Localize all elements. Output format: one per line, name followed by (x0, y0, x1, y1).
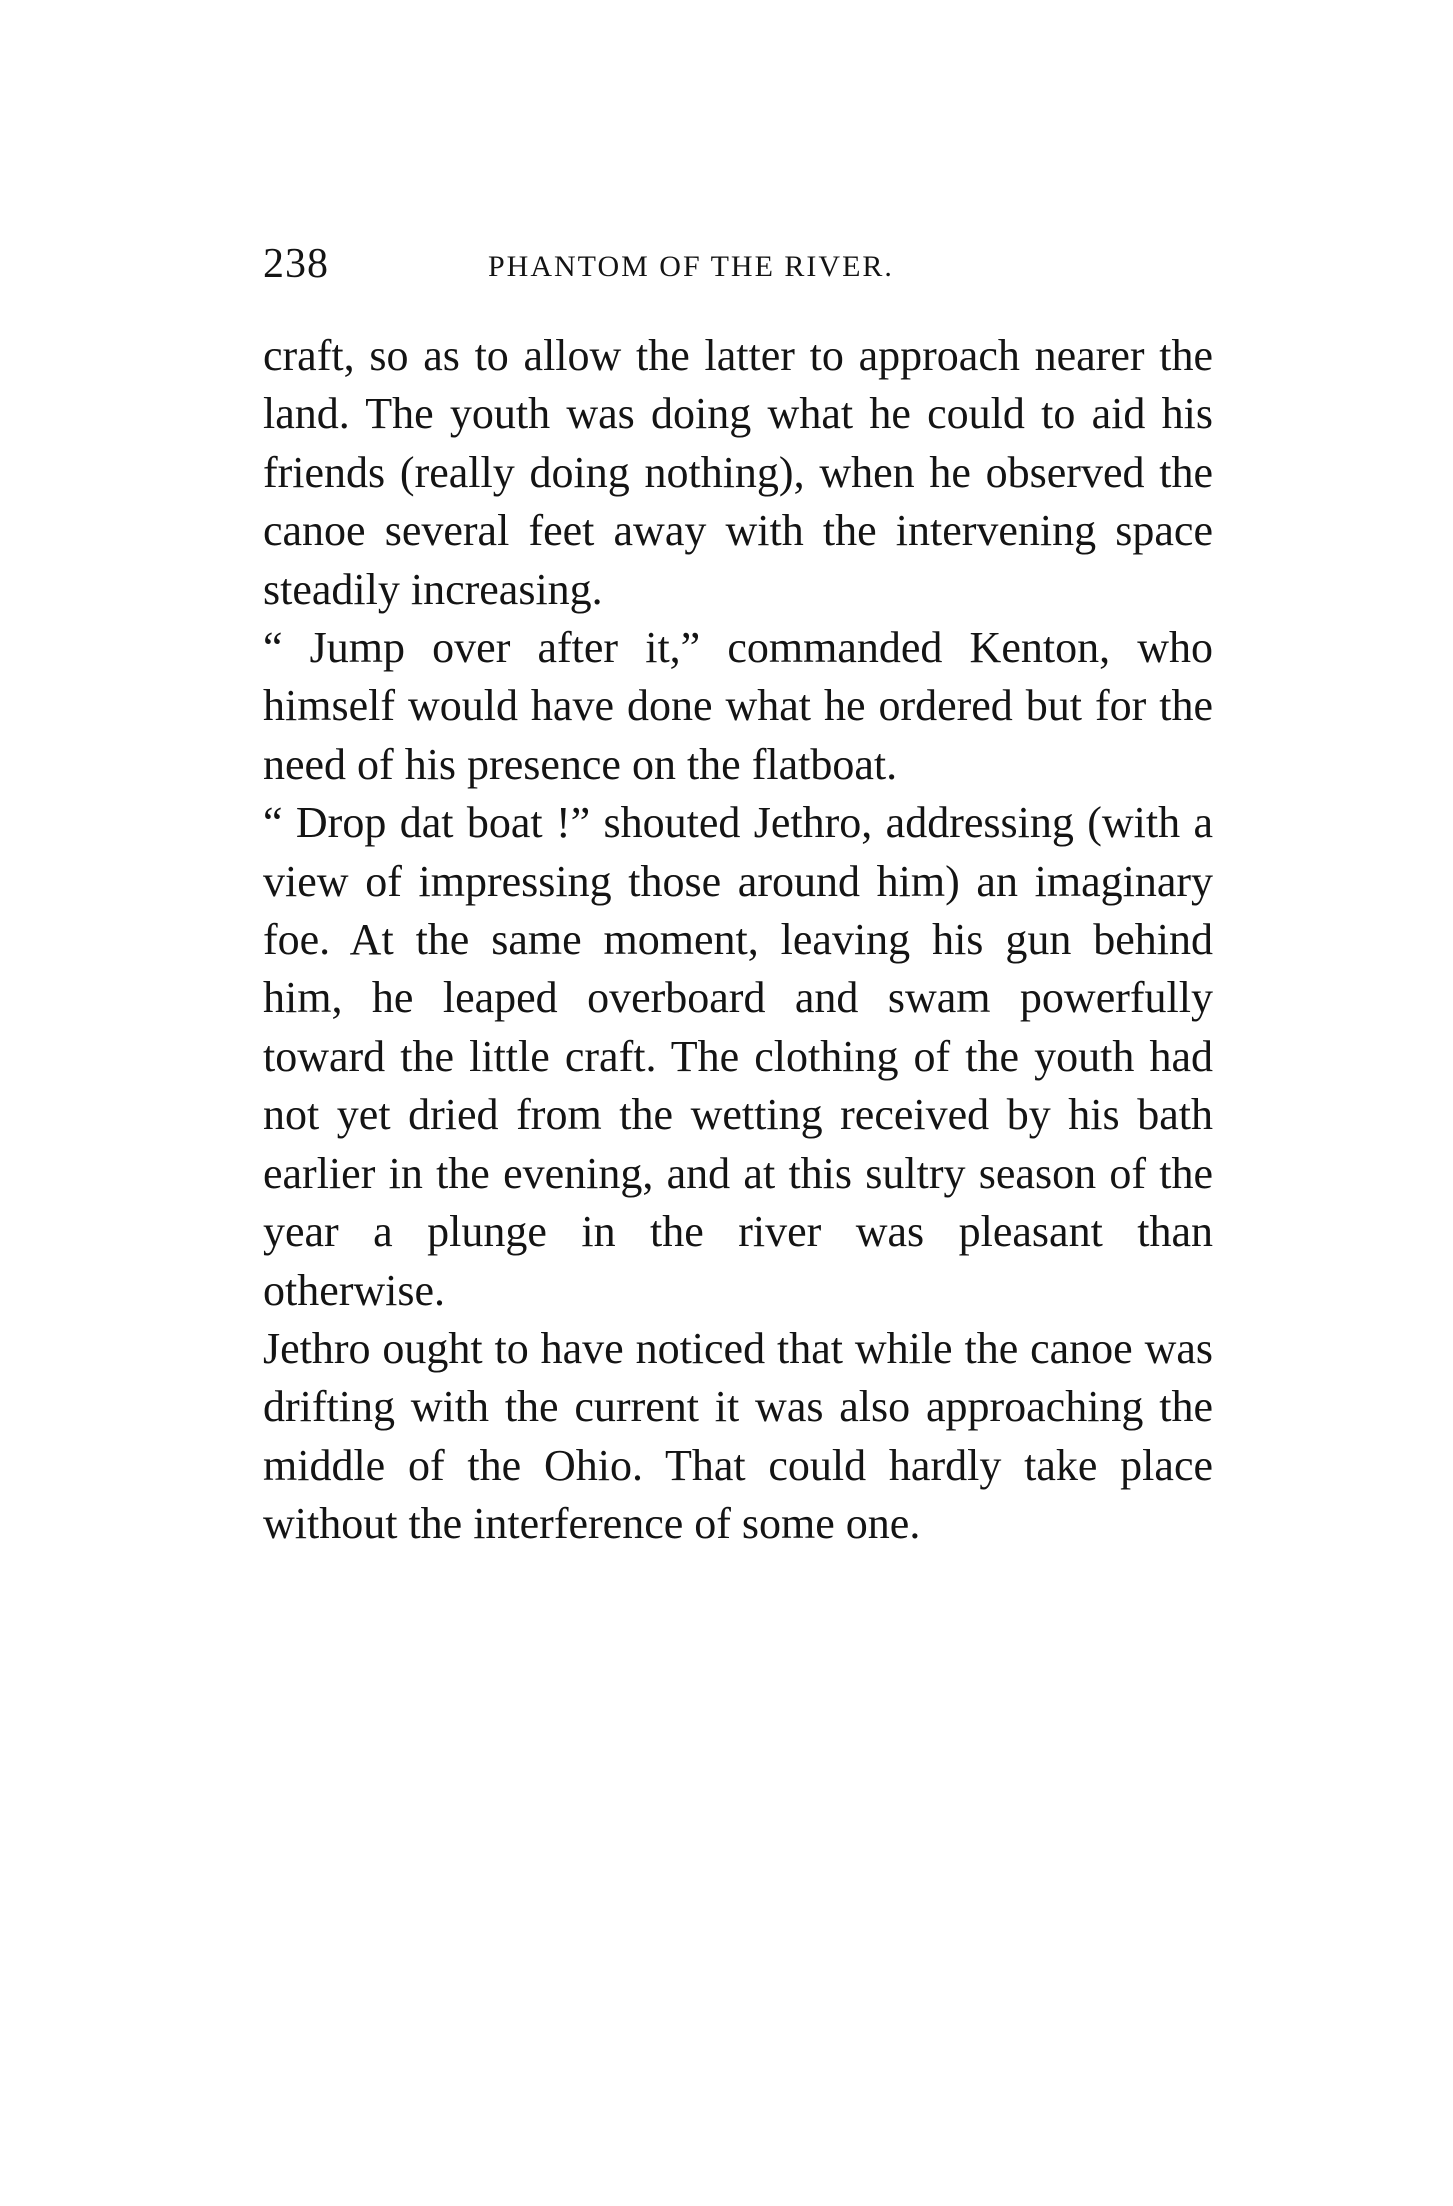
page-number: 238 (263, 241, 329, 287)
running-title: PHANTOM OF THE RIVER. (488, 250, 894, 283)
page-header (263, 240, 1213, 300)
paragraph: “ Drop dat boat !” shouted Jethro, addressing (with a view of impressing those around him) an imaginary foe. At the same moment, leaving his gun behind him, he leaped overboard and swam powerfully toward the little craft. The clothing of the youth had not yet dried from the wetting received by his bath earlier in the evening, and at this sultry season of the year a plunge in the river was pleasant than otherwise. (263, 798, 1213, 1315)
paragraph: “ Jump over after it,” commanded Kenton, who himself would have done what he ordered but for the need of his presence on the flatboat. (263, 623, 1213, 789)
paragraph: craft, so as to allow the latter to approach nearer the land. The youth was doing what he could to aid his friends (really doing nothing), when he observed the canoe several feet away with the intervening space steadily increasing. (263, 331, 1213, 614)
paragraph: Jethro ought to have noticed that while the canoe was drifting with the current it was also approaching the middle of the Ohio. That could hardly take place without the interference of some one. (263, 1323, 1213, 1549)
body-text (263, 327, 1213, 1554)
